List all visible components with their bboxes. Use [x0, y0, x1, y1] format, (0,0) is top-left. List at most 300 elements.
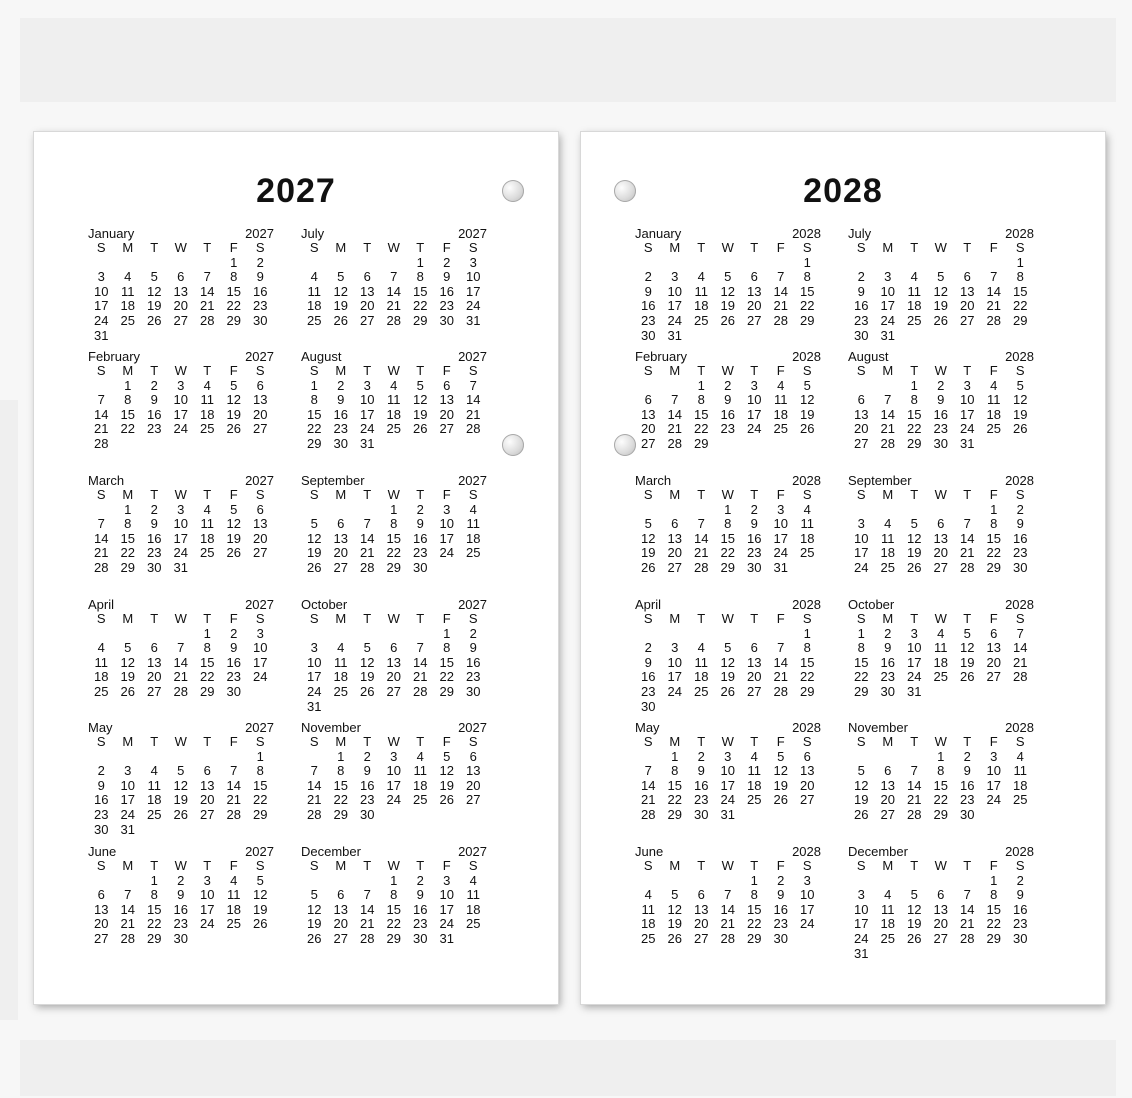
- day-cell: 16: [933, 406, 948, 422]
- empty-cell: [301, 256, 328, 271]
- day-cell: 11: [334, 654, 348, 670]
- day-cell: 20: [253, 406, 268, 422]
- day-cell: 1: [230, 254, 238, 270]
- day-cell: 5: [1016, 377, 1024, 393]
- day-cell: 18: [907, 298, 922, 314]
- day-cell: 8: [803, 640, 811, 656]
- weekday-label: F: [229, 487, 238, 502]
- weekday-label: T: [150, 611, 159, 626]
- day-cell: 6: [671, 516, 679, 532]
- day-cell: 11: [413, 763, 427, 779]
- day-cell: 10: [120, 777, 135, 793]
- day-cell: 13: [747, 654, 762, 670]
- day-cell: 16: [413, 901, 428, 917]
- weekday-label: F: [989, 858, 998, 873]
- empty-cell: [168, 627, 195, 642]
- day-cell: 14: [226, 777, 241, 793]
- day-cell: 27: [960, 312, 975, 328]
- month-year: 2027: [245, 226, 274, 241]
- weekday-label: T: [910, 611, 919, 626]
- day-cell: 27: [253, 421, 268, 437]
- weekday-label: S: [255, 487, 265, 502]
- day-cell: 9: [363, 763, 371, 779]
- day-cell: 6: [750, 269, 758, 285]
- day-cell: 5: [910, 516, 918, 532]
- weekday-label: T: [416, 858, 425, 873]
- day-cell: 8: [256, 763, 264, 779]
- day-cell: 21: [986, 298, 1001, 314]
- day-cell: 5: [230, 501, 238, 517]
- weekday-label: S: [802, 487, 812, 502]
- day-cell: 17: [720, 777, 735, 793]
- day-cell: 6: [469, 748, 477, 764]
- day-cell: 9: [469, 640, 477, 656]
- day-cell: 23: [694, 792, 709, 808]
- empty-cell: [848, 379, 875, 394]
- day-cell: 3: [363, 377, 371, 393]
- day-cell: 15: [907, 406, 922, 422]
- weekday-label: M: [335, 487, 347, 502]
- weekday-label: W: [387, 240, 400, 255]
- day-cell: 16: [880, 654, 895, 670]
- day-cell: 27: [854, 435, 869, 451]
- month-name: April: [88, 597, 115, 612]
- weekday-label: S: [802, 611, 812, 626]
- day-cell: 4: [337, 640, 345, 656]
- day-cell: 20: [641, 421, 656, 437]
- weekday-label: S: [468, 611, 478, 626]
- weekday-label: S: [96, 858, 106, 873]
- day-cell: 18: [800, 530, 815, 546]
- day-cell: 28: [694, 559, 709, 575]
- day-cell: 15: [120, 406, 135, 422]
- day-cell: 20: [466, 777, 481, 793]
- day-cell: 3: [443, 872, 451, 888]
- day-cell: 3: [97, 269, 105, 285]
- weekday-label: T: [203, 487, 212, 502]
- day-cell: 7: [97, 516, 105, 532]
- day-cell: 9: [644, 654, 652, 670]
- empty-cell: [688, 627, 715, 642]
- month-name: February: [635, 349, 688, 364]
- day-cell: 29: [933, 806, 948, 822]
- day-cell: 21: [773, 669, 788, 685]
- day-cell: 8: [203, 640, 211, 656]
- day-cell: 24: [173, 545, 188, 561]
- weekday-label: S: [255, 363, 265, 378]
- day-cell: 27: [466, 792, 481, 808]
- day-cell: 30: [880, 683, 895, 699]
- weekday-label: W: [174, 734, 187, 749]
- day-cell: 17: [439, 901, 454, 917]
- empty-cell: [328, 256, 355, 271]
- weekday-label: F: [442, 363, 451, 378]
- day-cell: 11: [881, 530, 895, 546]
- day-cell: 4: [97, 640, 105, 656]
- day-cell: 19: [147, 298, 162, 314]
- weekday-label: S: [468, 487, 478, 502]
- day-cell: 31: [960, 435, 975, 451]
- day-cell: 20: [333, 916, 348, 932]
- month-name: August: [301, 349, 342, 364]
- month-year: 2027: [458, 473, 487, 488]
- month-june: [635, 845, 821, 947]
- day-grid: [635, 612, 821, 714]
- empty-cell: [875, 874, 902, 889]
- weekday-label: S: [1015, 363, 1025, 378]
- day-cell: 9: [1016, 887, 1024, 903]
- day-cell: 16: [147, 530, 162, 546]
- day-cell: 14: [986, 283, 1001, 299]
- day-cell: 1: [750, 872, 758, 888]
- day-cell: 4: [203, 377, 211, 393]
- month-name: November: [301, 720, 361, 735]
- weekday-label: T: [203, 363, 212, 378]
- empty-cell: [301, 874, 328, 889]
- day-cell: 5: [443, 748, 451, 764]
- day-cell: 5: [724, 640, 732, 656]
- day-cell: 22: [253, 792, 268, 808]
- weekday-label: T: [150, 487, 159, 502]
- day-cell: 26: [933, 312, 948, 328]
- day-cell: 17: [94, 298, 109, 314]
- month-september: [848, 474, 1034, 576]
- day-cell: 20: [147, 669, 162, 685]
- day-cell: 10: [773, 516, 788, 532]
- day-cell: 23: [147, 421, 162, 437]
- weekday-label: S: [96, 363, 106, 378]
- day-cell: 1: [990, 501, 998, 517]
- empty-cell: [328, 627, 355, 642]
- day-cell: 26: [173, 806, 188, 822]
- day-cell: 6: [697, 887, 705, 903]
- day-cell: 5: [150, 269, 158, 285]
- weekday-label: S: [255, 858, 265, 873]
- day-cell: 16: [773, 901, 788, 917]
- day-cell: 18: [694, 669, 709, 685]
- day-cell: 22: [147, 916, 162, 932]
- day-cell: 16: [360, 777, 375, 793]
- day-cell: 30: [147, 559, 162, 575]
- day-cell: 28: [386, 312, 401, 328]
- day-cell: 4: [416, 748, 424, 764]
- day-cell: 23: [1013, 545, 1028, 561]
- day-cell: 9: [416, 887, 424, 903]
- weekday-label: T: [697, 240, 706, 255]
- weekday-label: M: [335, 734, 347, 749]
- day-cell: 26: [226, 421, 241, 437]
- day-cell: 4: [937, 625, 945, 641]
- day-grid: [635, 735, 821, 823]
- day-grid: [301, 488, 487, 576]
- day-cell: 3: [777, 501, 785, 517]
- day-cell: 19: [800, 406, 815, 422]
- weekday-label: M: [882, 858, 894, 873]
- day-cell: 28: [94, 435, 109, 451]
- day-grid: [635, 241, 821, 343]
- day-cell: 10: [439, 887, 454, 903]
- day-cell: 14: [307, 777, 322, 793]
- day-cell: 11: [881, 901, 895, 917]
- day-cell: 30: [466, 683, 481, 699]
- day-cell: 20: [854, 421, 869, 437]
- day-cell: 6: [363, 269, 371, 285]
- day-cell: 1: [910, 377, 918, 393]
- day-cell: 6: [644, 392, 652, 408]
- day-cell: 9: [443, 269, 451, 285]
- weekday-label: W: [721, 240, 734, 255]
- weekday-label: T: [910, 487, 919, 502]
- day-cell: 29: [986, 559, 1001, 575]
- day-cell: 4: [203, 501, 211, 517]
- weekday-label: W: [174, 858, 187, 873]
- day-cell: 22: [667, 792, 682, 808]
- day-grid: [848, 612, 1034, 700]
- day-cell: 27: [933, 930, 948, 946]
- day-cell: 15: [933, 777, 948, 793]
- day-cell: 28: [360, 930, 375, 946]
- day-cell: 8: [124, 516, 132, 532]
- month-year: 2027: [245, 720, 274, 735]
- day-cell: 28: [200, 312, 215, 328]
- empty-cell: [662, 874, 689, 889]
- calendar-page-2027: [34, 132, 558, 1004]
- day-cell: 23: [439, 298, 454, 314]
- day-cell: 16: [641, 298, 656, 314]
- day-cell: 13: [200, 777, 215, 793]
- month-name: May: [635, 720, 660, 735]
- empty-cell: [688, 874, 715, 889]
- day-cell: 17: [173, 530, 188, 546]
- day-cell: 24: [439, 916, 454, 932]
- day-cell: 25: [120, 312, 135, 328]
- day-cell: 8: [990, 516, 998, 532]
- day-cell: 20: [200, 792, 215, 808]
- day-cell: 11: [200, 516, 214, 532]
- day-cell: 1: [416, 254, 424, 270]
- day-cell: 16: [413, 530, 428, 546]
- day-cell: 25: [880, 559, 895, 575]
- day-cell: 23: [1013, 916, 1028, 932]
- day-cell: 1: [390, 501, 398, 517]
- day-cell: 13: [253, 516, 268, 532]
- day-cell: 6: [390, 640, 398, 656]
- weekday-label: S: [643, 858, 653, 873]
- day-cell: 10: [200, 887, 215, 903]
- day-cell: 3: [177, 501, 185, 517]
- day-cell: 15: [747, 901, 762, 917]
- day-cell: 29: [120, 559, 135, 575]
- day-cell: 29: [413, 312, 428, 328]
- empty-cell: [115, 256, 142, 271]
- day-cell: 18: [641, 916, 656, 932]
- month-year: 2027: [458, 844, 487, 859]
- day-cell: 16: [94, 792, 109, 808]
- day-cell: 2: [150, 501, 158, 517]
- day-cell: 20: [439, 406, 454, 422]
- day-cell: 4: [469, 501, 477, 517]
- empty-cell: [954, 256, 981, 271]
- day-cell: 7: [416, 640, 424, 656]
- weekday-label: F: [776, 611, 785, 626]
- day-cell: 25: [94, 683, 109, 699]
- month-july: [301, 227, 487, 329]
- day-cell: 4: [697, 269, 705, 285]
- day-cell: 17: [200, 901, 215, 917]
- day-cell: 13: [933, 901, 948, 917]
- day-cell: 14: [360, 530, 375, 546]
- day-cell: 10: [360, 392, 375, 408]
- weekday-label: T: [416, 611, 425, 626]
- weekday-label: T: [750, 363, 759, 378]
- weekday-label: M: [335, 240, 347, 255]
- day-cell: 16: [466, 654, 481, 670]
- day-cell: 27: [200, 806, 215, 822]
- day-cell: 14: [120, 901, 135, 917]
- day-cell: 8: [857, 640, 865, 656]
- month-name: March: [635, 473, 672, 488]
- day-cell: 26: [413, 421, 428, 437]
- day-cell: 28: [226, 806, 241, 822]
- day-cell: 17: [439, 530, 454, 546]
- weekday-label: T: [910, 734, 919, 749]
- day-cell: 28: [960, 930, 975, 946]
- day-cell: 3: [203, 872, 211, 888]
- day-cell: 13: [854, 406, 869, 422]
- day-cell: 4: [697, 640, 705, 656]
- day-cell: 21: [694, 545, 709, 561]
- day-cell: 6: [857, 392, 865, 408]
- day-cell: 22: [720, 545, 735, 561]
- weekday-label: T: [363, 734, 372, 749]
- day-cell: 30: [253, 312, 268, 328]
- day-cell: 18: [880, 916, 895, 932]
- day-cell: 23: [147, 545, 162, 561]
- day-cell: 27: [360, 312, 375, 328]
- day-cell: 8: [671, 763, 679, 779]
- month-march: [635, 474, 821, 576]
- day-cell: 26: [307, 559, 322, 575]
- day-cell: 16: [720, 406, 735, 422]
- empty-cell: [354, 627, 381, 642]
- day-cell: 21: [120, 916, 135, 932]
- day-cell: 28: [120, 930, 135, 946]
- weekday-label: S: [309, 611, 319, 626]
- day-cell: 11: [774, 392, 788, 408]
- weekday-label: T: [963, 734, 972, 749]
- day-cell: 31: [907, 683, 922, 699]
- day-cell: 18: [307, 298, 322, 314]
- weekday-label: S: [1015, 734, 1025, 749]
- empty-cell: [954, 503, 981, 518]
- day-cell: 7: [310, 763, 318, 779]
- day-cell: 31: [360, 435, 375, 451]
- weekday-label: T: [963, 240, 972, 255]
- day-cell: 2: [443, 254, 451, 270]
- day-cell: 24: [253, 669, 268, 685]
- weekday-label: S: [856, 858, 866, 873]
- day-cell: 11: [200, 392, 214, 408]
- day-cell: 17: [253, 654, 268, 670]
- empty-cell: [328, 874, 355, 889]
- month-february: [635, 350, 821, 452]
- day-cell: 29: [854, 683, 869, 699]
- weekday-label: T: [150, 363, 159, 378]
- day-cell: 2: [150, 377, 158, 393]
- day-cell: 10: [386, 763, 401, 779]
- day-cell: 27: [439, 421, 454, 437]
- day-cell: 10: [960, 392, 975, 408]
- day-cell: 11: [800, 516, 814, 532]
- day-cell: 13: [360, 283, 375, 299]
- binder-hole: [614, 180, 636, 202]
- day-cell: 12: [800, 392, 815, 408]
- day-cell: 30: [413, 930, 428, 946]
- day-cell: 1: [124, 501, 132, 517]
- weekday-label: M: [122, 858, 134, 873]
- empty-cell: [354, 503, 381, 518]
- day-cell: 15: [439, 654, 454, 670]
- day-cell: 13: [147, 654, 162, 670]
- day-cell: 16: [854, 298, 869, 314]
- empty-cell: [354, 874, 381, 889]
- day-cell: 28: [641, 806, 656, 822]
- day-cell: 16: [1013, 530, 1028, 546]
- weekday-label: F: [989, 611, 998, 626]
- day-cell: 1: [724, 501, 732, 517]
- month-name: January: [635, 226, 682, 241]
- day-cell: 12: [720, 283, 735, 299]
- day-cell: 4: [124, 269, 132, 285]
- day-cell: 21: [386, 298, 401, 314]
- day-cell: 17: [854, 916, 869, 932]
- day-cell: 4: [884, 516, 892, 532]
- month-year: 2028: [1005, 720, 1034, 735]
- day-cell: 1: [857, 625, 865, 641]
- day-cell: 30: [960, 806, 975, 822]
- day-cell: 3: [963, 377, 971, 393]
- day-cell: 27: [667, 559, 682, 575]
- day-cell: 22: [986, 916, 1001, 932]
- day-cell: 4: [777, 377, 785, 393]
- day-cell: 18: [386, 406, 401, 422]
- day-cell: 12: [854, 777, 869, 793]
- day-cell: 2: [230, 625, 238, 641]
- day-cell: 1: [256, 748, 264, 764]
- weekday-label: T: [963, 858, 972, 873]
- day-cell: 15: [333, 777, 348, 793]
- month-name: May: [88, 720, 113, 735]
- day-cell: 12: [226, 392, 241, 408]
- day-cell: 9: [884, 640, 892, 656]
- weekday-label: F: [229, 240, 238, 255]
- day-cell: 30: [1013, 559, 1028, 575]
- month-september: [301, 474, 487, 576]
- empty-cell: [635, 750, 662, 765]
- day-cell: 19: [173, 792, 188, 808]
- weekday-label: T: [697, 363, 706, 378]
- day-cell: 12: [439, 763, 454, 779]
- day-cell: 15: [413, 283, 428, 299]
- month-year: 2028: [792, 720, 821, 735]
- day-cell: 19: [253, 901, 268, 917]
- day-cell: 26: [439, 792, 454, 808]
- month-august: [848, 350, 1034, 452]
- day-grid: [88, 241, 274, 343]
- day-cell: 9: [963, 763, 971, 779]
- day-cell: 18: [694, 298, 709, 314]
- day-cell: 23: [360, 792, 375, 808]
